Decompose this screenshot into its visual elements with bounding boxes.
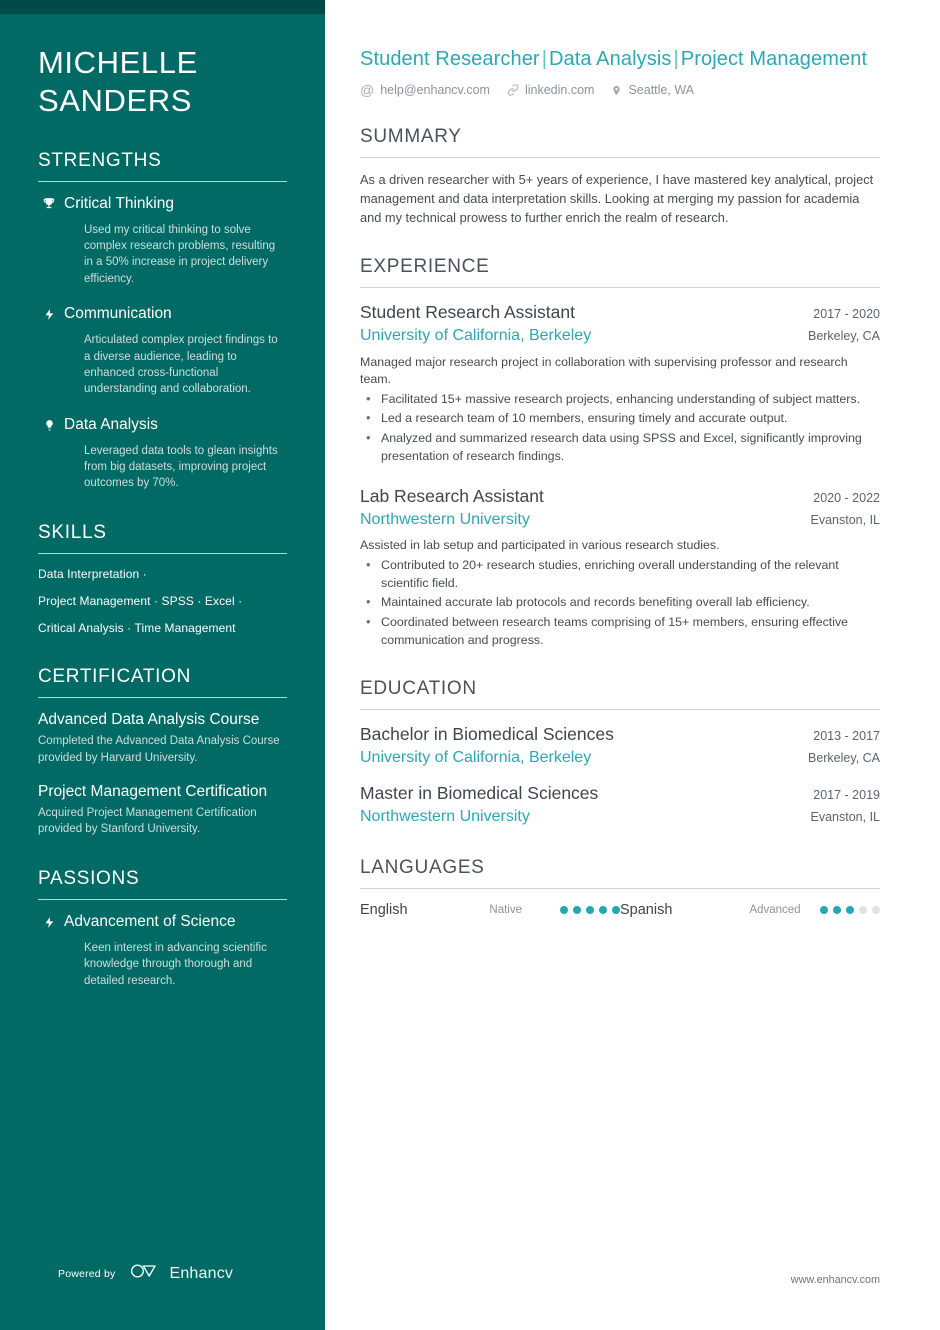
job-title: Lab Research Assistant [360, 486, 544, 507]
degree-title: Master in Biomedical Sciences [360, 783, 599, 804]
strength-title: Data Analysis [64, 415, 158, 433]
experience-entry [360, 485, 880, 649]
education-entry [360, 723, 880, 768]
at-icon: @ [360, 82, 375, 98]
section-experience [360, 256, 880, 649]
rating-dot [560, 906, 568, 914]
strengths-heading: STRENGTHS [38, 149, 162, 171]
degree-organization: University of California, Berkeley [360, 749, 592, 767]
language-name: English [360, 901, 408, 918]
divider [38, 553, 287, 554]
passion-title: Advancement of Science [64, 912, 236, 930]
education-entry-subheader [360, 747, 880, 768]
strength-body [60, 415, 287, 439]
job-bullets [360, 557, 880, 649]
rating-dot [573, 906, 581, 914]
strength-title: Critical Thinking [64, 194, 174, 212]
certification-item [38, 710, 287, 766]
enhancv-logo-icon [128, 1261, 162, 1286]
section-certification [38, 666, 287, 838]
contact-location-text: Seattle, WA [628, 83, 694, 97]
certification-description: Acquired Project Management Certification provided by Stanford University. [38, 807, 257, 836]
contact-email[interactable] [360, 83, 490, 97]
section-strengths [38, 150, 287, 492]
experience-entry-subheader [360, 509, 880, 530]
site-url: www.enhancv.com [790, 1274, 880, 1286]
lightning-bolt-icon [38, 304, 60, 328]
section-skills [38, 522, 287, 637]
link-icon [507, 84, 519, 96]
education-entry-header [360, 723, 880, 746]
divider [38, 899, 287, 900]
certification-heading: CERTIFICATION [38, 666, 192, 688]
language-rating-dots [560, 906, 620, 914]
section-languages [360, 857, 880, 918]
strength-item [38, 194, 287, 218]
skills-line: Critical Analysis · Time Management [38, 621, 236, 636]
job-organization: Northwestern University [360, 511, 530, 529]
headline-part-3: Project Management [680, 48, 868, 70]
contact-location [611, 83, 694, 97]
language-level: Native [489, 903, 523, 916]
divider [38, 697, 287, 698]
rating-dot [599, 906, 607, 914]
powered-by-label: Powered by [58, 1267, 116, 1280]
passion-body [60, 912, 287, 936]
headline-part-1: Student Researcher [360, 48, 540, 70]
location-pin-icon [611, 84, 622, 97]
job-title: Student Research Assistant [360, 302, 575, 323]
enhancv-wordmark: Enhancv [169, 1264, 234, 1282]
lightning-bolt-icon [38, 912, 60, 936]
job-bullet: • Maintained accurate lab protocols and records benefiting overall lab efficiency. [360, 594, 880, 612]
strength-description: Used my critical thinking to solve complex research problems, resulting in a 50% increase in project delivery efficiency. [84, 223, 276, 285]
job-bullet: • Led a research team of 10 members, ensuring timely and accurate output. [360, 410, 880, 428]
degree-location: Berkeley, CA [807, 751, 880, 766]
first-name: MICHELLE [38, 45, 198, 80]
degree-date: 2017 - 2019 [813, 788, 880, 803]
language-item [620, 902, 880, 918]
contact-link[interactable] [507, 83, 594, 97]
job-date: 2017 - 2020 [813, 307, 880, 322]
divider [360, 157, 880, 158]
contact-link-text: linkedin.com [524, 83, 595, 97]
rating-dot [586, 906, 594, 914]
experience-entry-subheader [360, 325, 880, 346]
language-level: Advanced [749, 903, 801, 916]
section-passions [38, 868, 287, 989]
language-name: Spanish [620, 901, 673, 918]
job-bullet: • Contributed to 20+ research studies, enriching overall understanding of the relevant scientific field. [360, 557, 880, 592]
strength-description: Articulated complex project findings to a diverse audience, leading to enhanced cross-functional understanding and collaboration. [84, 334, 278, 396]
summary-heading: SUMMARY [360, 126, 462, 147]
strength-title: Communication [64, 305, 172, 323]
job-location: Evanston, IL [810, 513, 880, 528]
education-entry-header [360, 782, 880, 805]
last-name: SANDERS [38, 82, 193, 118]
skills-heading: SKILLS [38, 521, 107, 543]
brand-footer [58, 1261, 233, 1286]
languages-heading: LANGUAGES [360, 856, 485, 878]
languages-list [360, 902, 880, 918]
job-location: Berkeley, CA [807, 329, 880, 344]
divider [360, 888, 880, 889]
rating-dot [872, 906, 880, 914]
rating-dot [859, 906, 867, 914]
enhancv-brand [128, 1261, 233, 1286]
rating-dot [612, 906, 620, 914]
degree-date: 2013 - 2017 [813, 729, 880, 744]
job-bullet: • Analyzed and summarized research data using SPSS and Excel, significantly improving presentation of research findings. [360, 430, 880, 465]
headline-separator: | [541, 48, 547, 70]
education-heading: EDUCATION [360, 678, 477, 700]
passion-item [38, 912, 287, 936]
contact-bar [360, 83, 880, 97]
headline [360, 46, 880, 72]
divider [38, 181, 287, 182]
experience-entry [360, 301, 880, 465]
lightbulb-icon [38, 415, 60, 439]
strength-item [38, 415, 287, 439]
rating-dot [846, 906, 854, 914]
education-entry [360, 782, 880, 827]
job-bullet: • Facilitated 15+ massive research projects, enhancing understanding of subject matters. [360, 391, 880, 409]
job-intro: Assisted in lab setup and participated in various research studies. [360, 538, 720, 553]
rating-dot [820, 906, 828, 914]
rating-dot [833, 906, 841, 914]
education-entry-subheader [360, 806, 880, 827]
skills-line: Project Management · SPSS · Excel · [38, 593, 243, 608]
candidate-name [38, 0, 287, 120]
passions-heading: PASSIONS [38, 867, 140, 889]
skills-line: Data Interpretation · [38, 566, 147, 581]
certification-title: Project Management Certification [38, 783, 268, 801]
job-intro: Managed major research project in collaboration with supervising professor and research team. [360, 354, 848, 387]
section-summary [360, 126, 880, 227]
divider [360, 709, 880, 710]
certification-item [38, 782, 287, 838]
section-education [360, 678, 880, 827]
language-item [360, 902, 620, 918]
job-bullet: • Coordinated between research teams comprising of 15+ members, ensuring effective communication and progress. [360, 614, 880, 649]
certification-description: Completed the Advanced Data Analysis Course provided by Harvard University. [38, 735, 280, 764]
headline-part-2: Data Analysis [548, 48, 672, 70]
degree-title: Bachelor in Biomedical Sciences [360, 724, 614, 745]
headline-separator: | [673, 48, 679, 70]
degree-organization: Northwestern University [360, 808, 530, 826]
experience-entry-header [360, 301, 880, 324]
strength-item [38, 304, 287, 328]
summary-text: As a driven researcher with 5+ years of experience, I have mastered key analytical, project management and data interpretation skills. Looking at merging my passion for academia and my technical prowess to further enrich the realm of research. [360, 172, 874, 225]
certification-title: Advanced Data Analysis Course [38, 711, 260, 729]
trophy-icon [38, 194, 60, 218]
strength-body [60, 194, 287, 218]
strength-description: Leveraged data tools to glean insights from big datasets, improving project outcomes by 70%. [84, 444, 278, 490]
sidebar [0, 0, 325, 1330]
passion-description: Keen interest in advancing scientific knowledge through thorough and detailed research. [84, 941, 267, 987]
job-organization: University of California, Berkeley [360, 327, 592, 345]
main-content [325, 0, 940, 1330]
divider [360, 287, 880, 288]
strength-body [60, 304, 287, 328]
sidebar-top-accent-bar [0, 0, 325, 14]
job-date: 2020 - 2022 [813, 491, 880, 506]
job-bullets [360, 391, 880, 465]
experience-heading: EXPERIENCE [360, 256, 490, 278]
degree-location: Evanston, IL [810, 810, 880, 825]
contact-email-text: help@enhancv.com [380, 83, 490, 97]
language-rating-dots [820, 906, 880, 914]
experience-entry-header [360, 485, 880, 508]
